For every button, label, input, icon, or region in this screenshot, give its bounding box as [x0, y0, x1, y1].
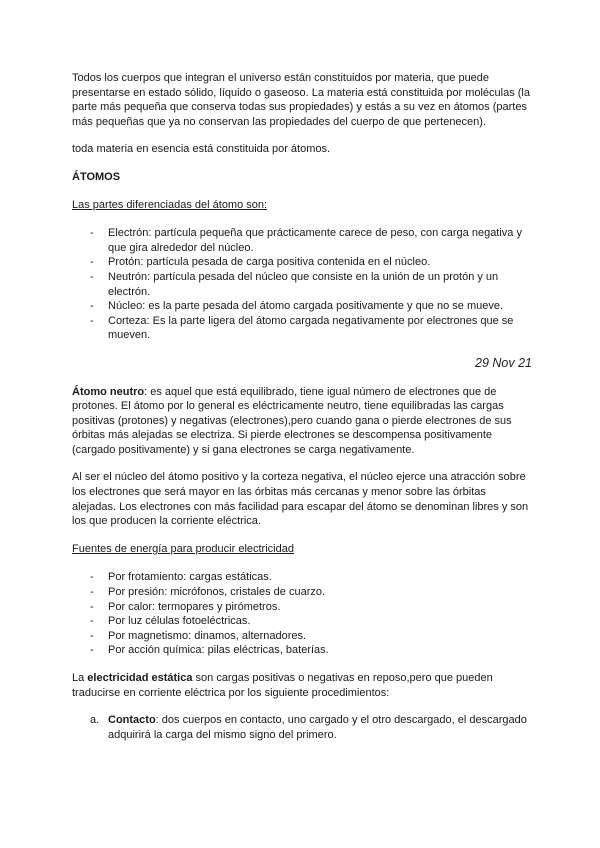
list-item-text: Por presión: micrófonos, cristales de cuarzo.: [108, 586, 326, 599]
list-marker: -: [90, 571, 94, 584]
neutral-atom-term: Átomo neutro: [72, 385, 145, 398]
list-marker: a.: [90, 714, 100, 727]
list-item-text: Corteza: Es la parte ligera del átomo cargada negativamente por electrones que se mueven.: [108, 314, 514, 342]
atom-parts-title: [72, 198, 532, 213]
list-item-text: Por frotamiento: cargas estáticas.: [108, 571, 272, 584]
list-item-text: Protón: partícula pesada de carga positiva contenida en el núcleo.: [108, 256, 431, 269]
procedures-list: [72, 713, 532, 742]
static-prefix: La: [72, 672, 88, 684]
neutral-atom-paragraph: [72, 385, 532, 458]
list-marker: -: [90, 227, 94, 240]
list-item-text: Electrón: partícula pequeña que prácticamente carece de peso, con carga negativa y que gira alrededor del núcleo.: [108, 227, 522, 254]
list-item: [72, 643, 532, 658]
list-marker: -: [90, 270, 94, 283]
procedure-text: : dos cuerpos en contacto, uno cargado y el otro descargado, el descargado adquirirá la carga del mismo signo del primero.: [108, 714, 527, 741]
list-marker: -: [90, 300, 94, 313]
list-item: [72, 629, 532, 644]
static-term: electricidad estática: [87, 672, 193, 684]
list-item-text: Por acción química: pilas eléctricas, baterías.: [108, 644, 329, 657]
list-marker: -: [90, 314, 94, 327]
energy-sources-title: Fuentes de energía para producir electricidad: [72, 542, 294, 555]
date-stamp: 29 Nov 21: [475, 355, 532, 370]
list-item: [72, 614, 532, 629]
atom-parts-list: [72, 226, 532, 343]
list-item-text: Por magnetismo: dinamos, alternadores.: [108, 629, 307, 642]
list-item: [72, 713, 532, 742]
list-item: [72, 314, 532, 343]
energy-sources-list: [72, 570, 532, 658]
nucleus-paragraph: Al ser el núcleo del átomo positivo y la corteza negativa, el núcleo ejerce una atracción sobre los electrones que será mayor en las órbitas más cercanas y menor sobre las órbitas alejadas. Los electrones con más facilidad para escapar del átomo se denominan libres y son los que producen la corriente eléctrica.: [72, 471, 529, 528]
neutral-atom-text: : es aquel que está equilibrado, tiene igual número de electrones que de protones. El átomo por lo general es eléctricamente neutro, tiene equilibradas las cargas positivas (protones) y negativas (electrones),pero cuando gana o pierde electrones de sus órbitas más alejadas se electriza. Si pierde electrones se descompensa positivamente (cargado positivamente) y si gana electrones se carga negativamente.: [72, 385, 512, 456]
list-item-text: Neutrón: partícula pesada del núcleo que consiste en la unión de un protón y un electrón.: [108, 270, 499, 298]
list-item-text: Por calor: termopares y pirómetros.: [108, 600, 281, 613]
static-electricity-paragraph: [72, 671, 532, 700]
list-item: [72, 255, 532, 270]
list-marker: -: [90, 644, 94, 657]
list-item: [72, 570, 532, 585]
intro-paragraph: Todos los cuerpos que integran el universo están constituidos por materia, que puede presentarse en estado sólido, líquido o gaseoso. La materia está constituida por moléculas (la parte más pequeña que conserva todas sus propiedades) y estás a su vez en átomos (partes más pequeñas que ya no conservan las propiedades del cuerpo de que pertenecen).: [72, 72, 530, 128]
list-item: [72, 226, 532, 255]
list-item: [72, 299, 532, 314]
document-page: [72, 71, 532, 742]
section-heading-atoms: ÁTOMOS: [72, 170, 121, 183]
list-marker: -: [90, 256, 94, 269]
list-marker: -: [90, 615, 94, 628]
list-item-text: Por luz células fotoeléctricas.: [108, 615, 251, 628]
list-item: [72, 270, 532, 299]
atom-parts-title-colon: :: [264, 198, 268, 211]
intro-summary: toda materia en esencia está constituida por átomos.: [72, 143, 331, 156]
list-item-text: Núcleo: es la parte pesada del átomo cargada positivamente y que no se mueve.: [108, 300, 504, 313]
list-marker: -: [90, 586, 94, 599]
atom-parts-title-text: Las partes diferenciadas del átomo son: [72, 198, 265, 211]
list-item: [72, 600, 532, 615]
list-item: [72, 585, 532, 600]
list-marker: -: [90, 600, 94, 613]
procedure-term: Contacto: [108, 714, 156, 727]
static-text: son cargas positivas o negativas en reposo,pero que pueden traducirse en corriente eléctrica por los siguiente procedimientos:: [72, 672, 493, 699]
list-marker: -: [90, 629, 94, 642]
